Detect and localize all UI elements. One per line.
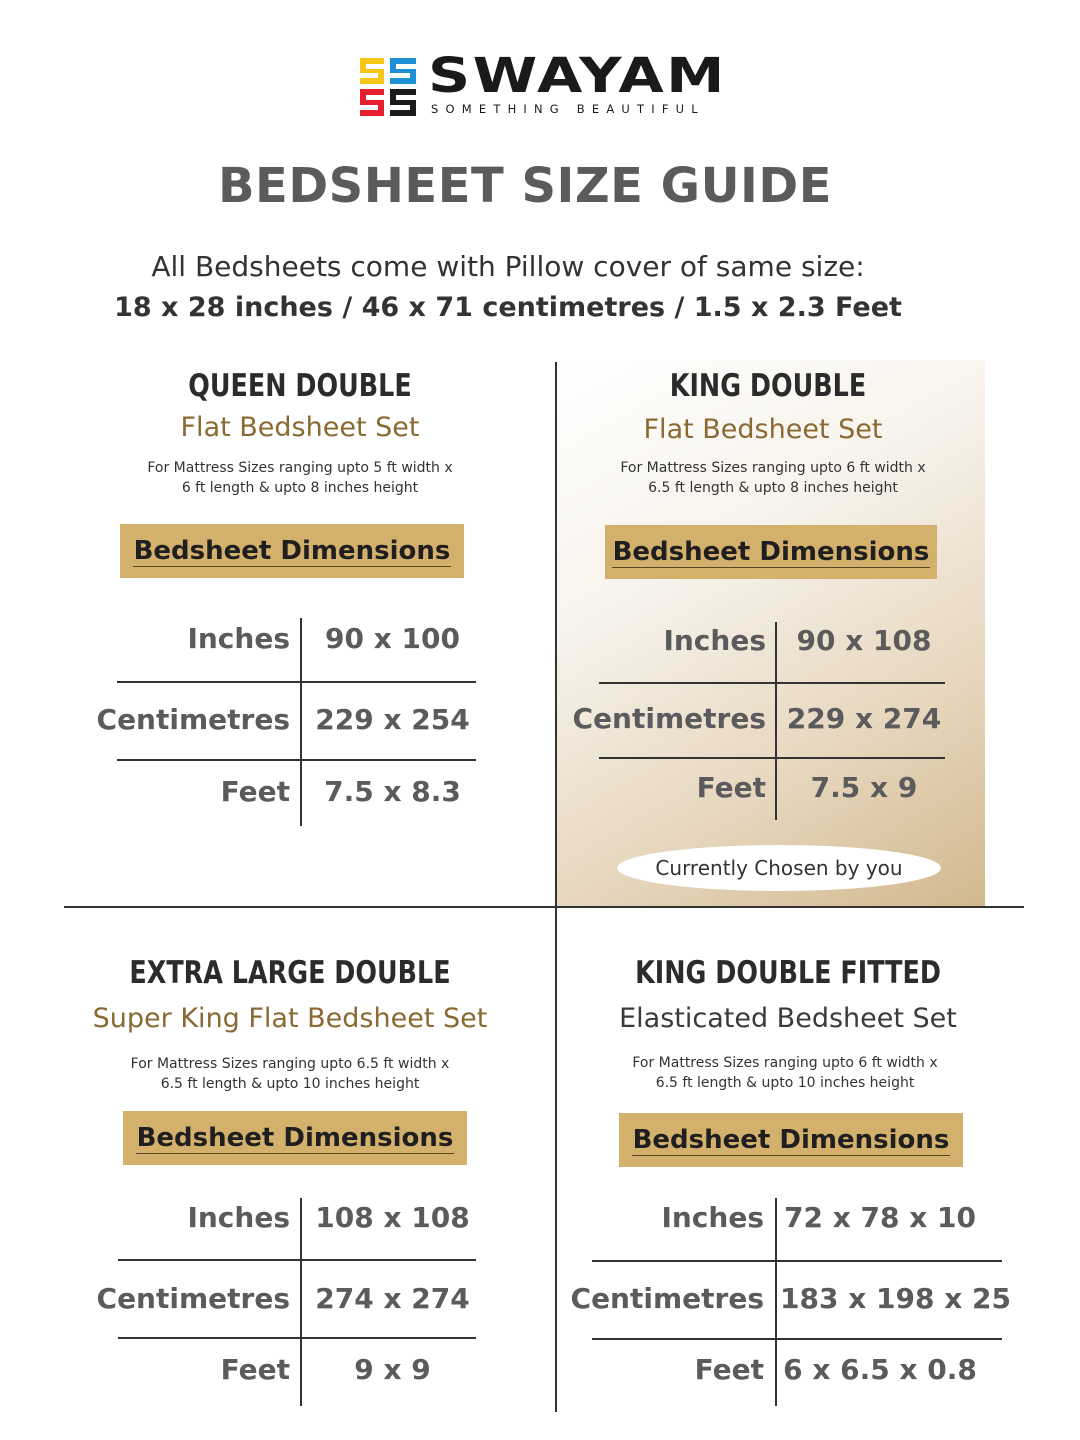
row-value-centimetres: 274 x 274 bbox=[315, 1282, 470, 1315]
row-label-inches: Inches bbox=[187, 1201, 290, 1234]
table-divider bbox=[118, 1259, 476, 1261]
currently-chosen-badge: Currently Chosen by you bbox=[617, 845, 941, 891]
row-value-inches: 90 x 108 bbox=[796, 624, 932, 657]
pillow-cover-size: 18 x 28 inches / 46 x 71 centimetres / 1.5 x 2.3 Feet bbox=[114, 292, 902, 323]
row-label-feet: Feet bbox=[694, 1353, 764, 1386]
table-divider bbox=[775, 622, 777, 820]
grid-horizontal-divider bbox=[64, 906, 1024, 908]
row-label-inches: Inches bbox=[187, 622, 290, 655]
table-divider bbox=[592, 1338, 1002, 1340]
table-divider bbox=[300, 1198, 302, 1406]
page-title: BEDSHEET SIZE GUIDE bbox=[217, 158, 833, 214]
row-value-centimetres: 183 x 198 x 25 bbox=[780, 1282, 1011, 1315]
mattress-note: For Mattress Sizes ranging upto 6 ft width x 6.5 ft length & upto 8 inches height bbox=[620, 460, 926, 496]
table-divider bbox=[599, 757, 945, 759]
table-divider bbox=[775, 1198, 777, 1406]
table-divider bbox=[118, 1337, 476, 1339]
size-title: KING DOUBLE FITTED bbox=[635, 955, 941, 991]
row-value-inches: 90 x 100 bbox=[325, 622, 460, 655]
brand-tagline: SOMETHING BEAUTIFUL bbox=[431, 102, 705, 116]
row-label-centimetres: Centimetres bbox=[96, 1282, 290, 1315]
dimensions-header: Bedsheet Dimensions bbox=[619, 1113, 963, 1167]
row-label-feet: Feet bbox=[220, 1353, 290, 1386]
size-title: KING DOUBLE bbox=[669, 368, 867, 404]
row-value-feet: 9 x 9 bbox=[354, 1353, 431, 1386]
row-value-feet: 7.5 x 9 bbox=[810, 771, 918, 804]
row-value-centimetres: 229 x 274 bbox=[786, 702, 942, 735]
brand-name: SWAYAM bbox=[428, 48, 727, 104]
table-divider bbox=[592, 1260, 1002, 1262]
size-subtitle: Flat Bedsheet Set bbox=[643, 414, 883, 445]
row-value-centimetres: 229 x 254 bbox=[315, 703, 470, 736]
row-value-feet: 6 x 6.5 x 0.8 bbox=[783, 1353, 977, 1386]
row-label-centimetres: Centimetres bbox=[96, 703, 290, 736]
dimensions-header: Bedsheet Dimensions bbox=[123, 1111, 467, 1165]
table-divider bbox=[117, 681, 476, 683]
table-divider bbox=[599, 682, 945, 684]
row-label-centimetres: Centimetres bbox=[570, 1282, 764, 1315]
size-subtitle: Elasticated Bedsheet Set bbox=[619, 1003, 957, 1034]
mattress-note: For Mattress Sizes ranging upto 5 ft width x 6 ft length & upto 8 inches height bbox=[147, 460, 453, 496]
row-label-inches: Inches bbox=[661, 1201, 764, 1234]
table-divider bbox=[300, 618, 302, 826]
row-value-inches: 72 x 78 x 10 bbox=[783, 1201, 976, 1234]
size-subtitle: Super King Flat Bedsheet Set bbox=[92, 1003, 488, 1034]
dimensions-header: Bedsheet Dimensions bbox=[120, 524, 464, 578]
size-title: EXTRA LARGE DOUBLE bbox=[129, 955, 451, 991]
row-value-feet: 7.5 x 8.3 bbox=[324, 775, 461, 808]
row-value-inches: 108 x 108 bbox=[315, 1201, 470, 1234]
grid-vertical-divider bbox=[555, 362, 557, 1412]
dimensions-header: Bedsheet Dimensions bbox=[605, 525, 937, 579]
size-title: QUEEN DOUBLE bbox=[188, 368, 412, 404]
mattress-note: For Mattress Sizes ranging upto 6 ft width x 6.5 ft length & upto 10 inches height bbox=[632, 1055, 938, 1091]
row-label-feet: Feet bbox=[696, 771, 766, 804]
row-label-feet: Feet bbox=[220, 775, 290, 808]
table-divider bbox=[117, 759, 476, 761]
brand-logo bbox=[358, 48, 727, 120]
row-label-centimetres: Centimetres bbox=[572, 702, 766, 735]
row-label-inches: Inches bbox=[663, 624, 766, 657]
swayam-logo-icon bbox=[358, 56, 418, 118]
size-subtitle: Flat Bedsheet Set bbox=[180, 412, 420, 443]
pillow-cover-intro: All Bedsheets come with Pillow cover of same size: bbox=[151, 250, 865, 283]
mattress-note: For Mattress Sizes ranging upto 6.5 ft width x 6.5 ft length & upto 10 inches height bbox=[130, 1056, 450, 1092]
